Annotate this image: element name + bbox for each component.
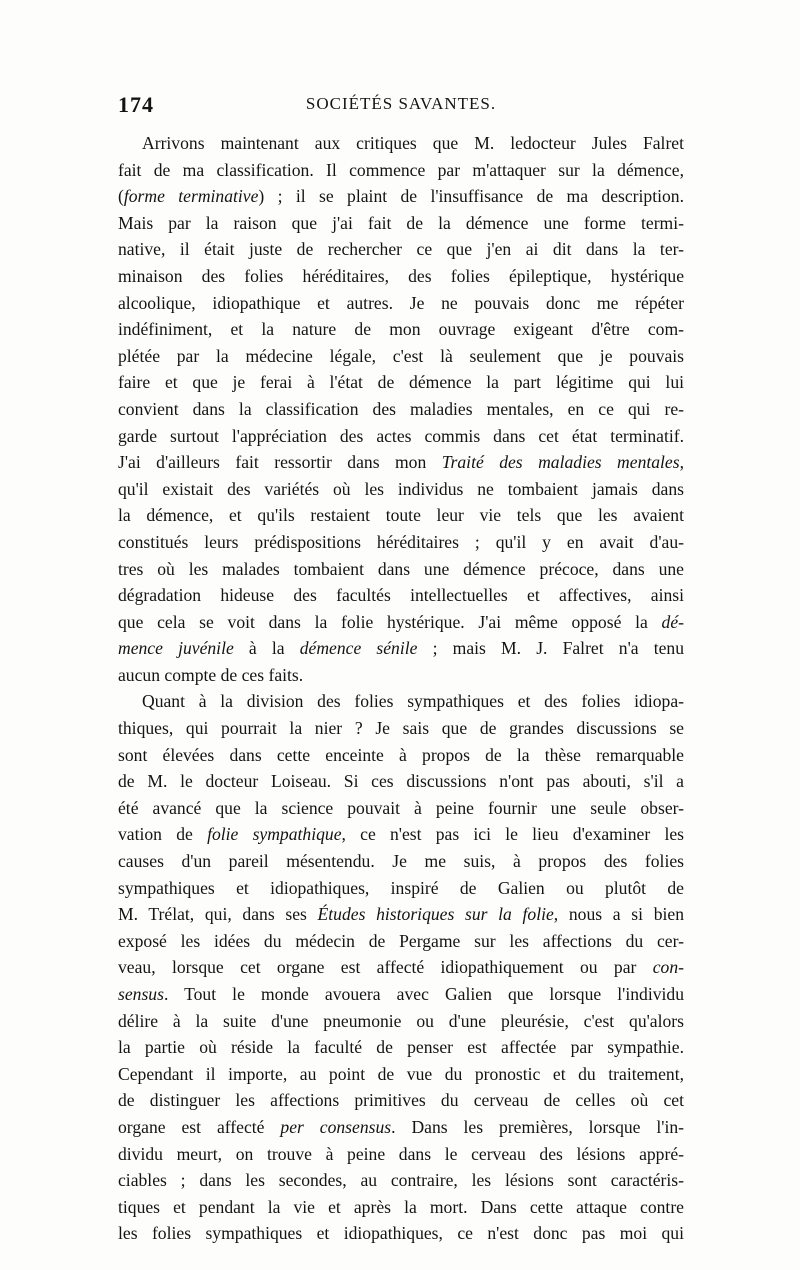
text-span: tiques et pendant la vie et après la mort. Dans cette attaque contre — [118, 1196, 684, 1217]
italic-text: per consensus — [280, 1116, 392, 1137]
text-span: Quant à la division des folies sympathiques et des folies idiopa- — [142, 691, 684, 712]
text-line — [118, 529, 684, 556]
text-span: veau, lorsque cet organe est affecté idiopathiquement ou par — [118, 957, 653, 978]
text-span: thiques, qui pourrait la nier ? Je sais que de grandes discussions se — [118, 718, 684, 739]
text-span: ciables ; dans les secondes, au contraire, les lésions sont caractéris- — [118, 1170, 684, 1191]
text-line — [118, 688, 684, 715]
text-span: minaison des folies héréditaires, des folies épileptique, hystérique — [118, 265, 684, 286]
text-line — [118, 1141, 684, 1168]
text-line — [118, 556, 684, 583]
text-line — [118, 928, 684, 955]
italic-text: sensus — [118, 984, 164, 1004]
text-line — [118, 263, 684, 290]
text-line — [118, 476, 684, 503]
text-line — [118, 981, 684, 1008]
text-line — [118, 848, 684, 875]
text-line — [118, 449, 684, 476]
text-span: les folies sympathiques et idiopathiques, ce n'est donc pas moi qui — [118, 1223, 684, 1244]
text-line — [118, 795, 684, 822]
text-span: , nous a si bien — [553, 904, 684, 925]
text-line — [118, 316, 684, 343]
text-line — [118, 423, 684, 450]
running-title: SOCIÉTÉS SAVANTES. — [305, 94, 497, 113]
text-line — [118, 1220, 684, 1247]
text-span: à la — [233, 638, 300, 659]
text-line — [118, 157, 684, 184]
text-line — [118, 821, 684, 848]
italic-text: forme terminative — [123, 186, 259, 207]
text-line — [118, 635, 684, 662]
text-span: garde surtout l'appréciation des actes commis dans cet état terminatif. — [118, 425, 684, 446]
text-span: qu'il existait des variétés où les individus ne tombaient jamais dans — [118, 478, 684, 499]
text-span: délire à la suite d'une pneumonie ou d'une pleurésie, c'est qu'alors — [118, 1010, 684, 1031]
text-line — [118, 742, 684, 769]
text-span: , ce n'est pas ici le lieu d'examiner les — [341, 824, 684, 845]
text-span: sympathiques et idiopathiques, inspiré de Galien ou plutôt de — [118, 877, 684, 898]
text-span: aucun compte de ces faits. — [118, 664, 304, 685]
text-span: . Dans les premières, lorsque l'in- — [391, 1116, 685, 1137]
text-line — [118, 1061, 684, 1088]
text-span: alcoolique, idiopathique et autres. Je ne pouvais donc me répéter — [118, 292, 684, 313]
text-span: fait de ma classification. Il commence par m'attaquer sur la démence, — [118, 159, 684, 180]
text-span: sont élevées dans cette enceinte à propos de la thèse remarquable — [118, 744, 684, 765]
text-span: la démence, et qu'ils restaient toute leur vie tels que les avaient — [118, 505, 684, 526]
text-span: plétée par la médecine légale, c'est là seulement que je pouvais — [118, 345, 684, 366]
text-span: faire et que je ferai à l'état de démence la part légitime qui lui — [118, 372, 684, 393]
italic-text: dé- — [661, 611, 684, 632]
text-span: constitués leurs prédispositions héréditaires ; qu'il y en avait d'au- — [118, 531, 684, 552]
text-line — [118, 502, 684, 529]
text-span: . Tout le monde avouera avec Galien que lorsque l'individu — [163, 984, 684, 1004]
text-line — [118, 1194, 684, 1221]
text-span: de distinguer les affections primitives du cerveau de celles où cet — [118, 1090, 684, 1111]
italic-text: folie sympathique — [207, 824, 342, 845]
text-line — [118, 901, 684, 928]
text-span: convient dans la classification des maladies mentales, en ce qui re- — [118, 398, 684, 419]
italic-text: con- — [652, 957, 684, 978]
text-line — [118, 1087, 684, 1114]
text-span: organe est affecté — [118, 1116, 281, 1137]
italic-text: Études historiques sur la folie — [317, 904, 554, 925]
text-line — [118, 954, 684, 981]
italic-text: démence sénile — [299, 638, 418, 659]
text-line — [118, 1034, 684, 1061]
text-line — [118, 582, 684, 609]
text-span: dividu meurt, on trouve à peine dans le cerveau des lésions appré- — [118, 1143, 684, 1164]
text-line — [118, 183, 684, 210]
text-line — [118, 1008, 684, 1035]
text-span: ( — [118, 186, 124, 207]
italic-text: mence juvénile — [118, 638, 234, 659]
text-span: vation de — [118, 824, 208, 845]
text-span: indéfiniment, et la nature de mon ouvrage exigeant d'être com- — [118, 319, 684, 340]
text-line — [118, 1114, 684, 1141]
text-span: , — [679, 452, 684, 473]
text-span: tres où les malades tombaient dans une démence précoce, dans une — [118, 558, 684, 579]
body-text — [118, 130, 684, 1247]
text-span: exposé les idées du médecin de Pergame sur les affections du cer- — [118, 930, 684, 951]
text-span: que cela se voit dans la folie hystérique. J'ai même opposé la — [118, 611, 662, 632]
text-span: native, il était juste de rechercher ce que j'en ai dit dans la ter- — [118, 239, 684, 260]
text-line — [118, 609, 684, 636]
text-span: été avancé que la science pouvait à peine fournir une seule obser- — [118, 797, 684, 818]
text-line — [118, 210, 684, 237]
text-line — [118, 1167, 684, 1194]
text-span: ; mais M. J. Falret n'a tenu — [417, 638, 684, 659]
text-line — [118, 662, 684, 689]
text-line — [118, 396, 684, 423]
text-span: Cependant il importe, au point de vue du pronostic et du traitement, — [118, 1063, 684, 1084]
text-line — [118, 236, 684, 263]
text-line — [118, 715, 684, 742]
text-line — [118, 369, 684, 396]
italic-text: Traité des maladies mentales — [441, 452, 680, 473]
page-number: 174 — [118, 92, 154, 117]
page-header — [118, 92, 684, 120]
text-line — [118, 290, 684, 317]
text-span: Mais par la raison que j'ai fait de la démence une forme termi- — [118, 212, 684, 233]
text-span: M. Trélat, qui, dans ses — [118, 904, 318, 925]
text-span: Arrivons maintenant aux critiques que M. ledocteur Jules Falret — [142, 133, 684, 153]
text-line — [118, 130, 684, 157]
text-span: J'ai d'ailleurs fait ressortir dans mon — [118, 452, 442, 473]
text-span: ) ; il se plaint de l'insuffisance de ma description. — [258, 186, 684, 207]
text-span: dégradation hideuse des facultés intellectuelles et affectives, ainsi — [118, 585, 684, 606]
text-span: la partie où réside la faculté de penser est affectée par sympathie. — [118, 1037, 684, 1058]
text-span: de M. le docteur Loiseau. Si ces discussions n'ont pas abouti, s'il a — [118, 771, 684, 792]
text-line — [118, 343, 684, 370]
text-line — [118, 875, 684, 902]
text-span: causes d'un pareil mésentendu. Je me suis, à propos des folies — [118, 851, 684, 872]
text-line — [118, 768, 684, 795]
